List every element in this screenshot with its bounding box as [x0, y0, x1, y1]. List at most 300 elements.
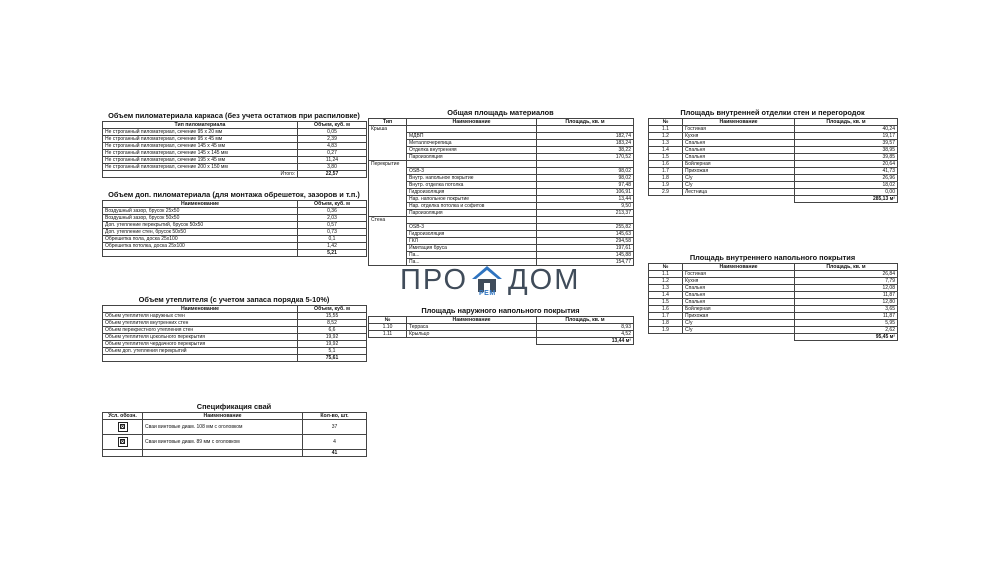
cell-value: 106,91	[537, 189, 634, 196]
total-value: 95,45 м²	[795, 334, 898, 341]
cell-value: 41,73	[795, 168, 898, 175]
total-spacer	[369, 338, 407, 345]
cell-value: 13,44	[537, 196, 634, 203]
frame-lumber-volume-block	[102, 111, 366, 178]
prodom-watermark-logo	[400, 262, 600, 304]
group-spacer	[369, 182, 407, 189]
column-header: Площадь, кв. м	[537, 119, 634, 126]
cell-value: 0,57	[298, 222, 367, 229]
table-row	[649, 140, 898, 147]
table-row	[649, 189, 898, 196]
cell-value: 2,39	[298, 136, 367, 143]
column-header: №	[649, 119, 683, 126]
table-row	[103, 222, 367, 229]
cell-number: 1.2	[649, 278, 683, 285]
table-row	[649, 313, 898, 320]
cell-name: OSB-3	[407, 168, 537, 175]
cell-name: Нар. напольное покрытие	[407, 196, 537, 203]
cell-symbol	[103, 420, 143, 435]
group-row	[369, 217, 634, 224]
total-label: Итого:	[103, 171, 298, 178]
cell-number: 1.4	[649, 147, 683, 154]
table-header-row	[103, 413, 367, 420]
table-header-row	[649, 119, 898, 126]
cell-name: Объем утеплителя наружных стен	[103, 313, 298, 320]
cell-name: Кухня	[683, 278, 795, 285]
cell-name: Не строганный пиломатериал, сечение 200 x 150 мм	[103, 164, 298, 171]
cell-value: 197,61	[537, 245, 634, 252]
cell-value: 98,02	[537, 168, 634, 175]
cell-value: 19,92	[298, 341, 367, 348]
outdoor-floor-area-block	[368, 306, 633, 345]
cell-name: Объем утеплителя цокольного перекрытия	[103, 334, 298, 341]
indoor-floor-area-block	[648, 253, 897, 341]
group-spacer	[369, 231, 407, 238]
cell-value: 19,17	[795, 133, 898, 140]
cell-value: 2,03	[298, 215, 367, 222]
piles-spec-table	[102, 412, 367, 457]
cell-value	[537, 126, 634, 133]
column-header: Тип пиломатериала	[103, 122, 298, 129]
cell-name: OSB-3	[407, 224, 537, 231]
table-row	[369, 196, 634, 203]
cell-name: Не строганный пиломатериал, сечение 145 x 45 мм	[103, 143, 298, 150]
total-value: 22,57	[298, 171, 367, 178]
group-spacer	[369, 252, 407, 259]
screw-pile-symbol-icon	[118, 437, 128, 447]
cell-number: 1.9	[649, 182, 683, 189]
table-row	[369, 189, 634, 196]
cell-number: 1.3	[649, 140, 683, 147]
insulation-title: Объем утеплителя (с учетом запаса порядка 5-10%)	[138, 295, 330, 304]
cell-name: Кухня	[683, 133, 795, 140]
cell-value: 6,6	[298, 327, 367, 334]
table-row	[649, 327, 898, 334]
cell-number: 1.1	[649, 271, 683, 278]
cell-name	[407, 217, 537, 224]
total-row	[649, 334, 898, 341]
table-row	[369, 245, 634, 252]
column-header: Наименование	[143, 413, 303, 420]
table-row	[649, 299, 898, 306]
cell-value: 19,92	[298, 334, 367, 341]
cell-value: 3,80	[298, 164, 367, 171]
cell-value: 39,57	[795, 140, 898, 147]
table-row	[649, 320, 898, 327]
group-spacer	[369, 147, 407, 154]
cell-name: ГКЛ	[407, 238, 537, 245]
cell-name: Объем утеплителя чердачного перекрытия	[103, 341, 298, 348]
cell-value: 39,85	[795, 154, 898, 161]
cell-name: С/у	[683, 327, 795, 334]
table-row	[649, 278, 898, 285]
total-value: 41	[303, 450, 367, 457]
cell-name: Сваи винтовые диам. 89 мм с оголовком	[143, 435, 303, 450]
cell-value: 38,95	[795, 147, 898, 154]
cell-name: Внутр. отделка потолка	[407, 182, 537, 189]
cell-value: 0,36	[298, 208, 367, 215]
total-value: 75,61	[298, 355, 367, 362]
cell-name: Гостиная	[683, 126, 795, 133]
table-row	[369, 238, 634, 245]
cell-value: 12,80	[795, 299, 898, 306]
cell-value: 0,73	[298, 229, 367, 236]
table-row	[369, 324, 634, 331]
cell-number: 1.2	[649, 133, 683, 140]
column-header: Наименование	[103, 306, 298, 313]
total-value: 5,21	[298, 250, 367, 257]
column-header: Объем, куб. м	[298, 306, 367, 313]
cell-name: Пароизоляция	[407, 210, 537, 217]
cell-value: 1,42	[298, 243, 367, 250]
cell-value: 26,84	[795, 271, 898, 278]
group-spacer	[369, 210, 407, 217]
table-row	[369, 224, 634, 231]
screw-pile-symbol-icon	[118, 422, 128, 432]
cell-value: 38,22	[537, 147, 634, 154]
cell-number: 1.3	[649, 285, 683, 292]
total-label	[103, 355, 298, 362]
table-row	[369, 203, 634, 210]
cell-value: 4,52	[537, 331, 634, 338]
indoor-floor-title: Площадь внутреннего напольного покрытия	[689, 253, 856, 262]
cell-name	[407, 126, 537, 133]
total-row	[369, 338, 634, 345]
table-row	[649, 285, 898, 292]
group-spacer	[369, 140, 407, 147]
column-header: Наименование	[683, 119, 795, 126]
table-row	[649, 292, 898, 299]
group-type: Стена	[369, 217, 407, 224]
group-spacer	[369, 203, 407, 210]
cell-name: Па...	[407, 259, 537, 266]
cell-number: 1.4	[649, 292, 683, 299]
group-spacer	[369, 224, 407, 231]
piles-spec-title: Спецификация свай	[196, 402, 272, 411]
cell-value: 11,24	[298, 157, 367, 164]
logo-subtext: РЕМ	[479, 290, 496, 297]
cell-value: 183,24	[537, 140, 634, 147]
column-header: Площадь, кв. м	[795, 119, 898, 126]
insulation-volume-block	[102, 295, 366, 362]
table-header-row	[369, 317, 634, 324]
cell-value: 0,00	[795, 189, 898, 196]
table-row	[103, 334, 367, 341]
table-row	[369, 154, 634, 161]
cell-number: 1.11	[369, 331, 407, 338]
cell-value: 37	[303, 420, 367, 435]
total-spacer	[103, 450, 143, 457]
cell-value: 4,83	[298, 143, 367, 150]
cell-value: 8,52	[298, 320, 367, 327]
table-row	[103, 150, 367, 157]
total-row	[103, 250, 367, 257]
total-label	[143, 450, 303, 457]
cell-value: 15,55	[298, 313, 367, 320]
cell-value: 98,02	[537, 175, 634, 182]
total-spacer	[649, 334, 683, 341]
cell-name: С/у	[683, 175, 795, 182]
group-spacer	[369, 245, 407, 252]
column-header: Наименование	[683, 264, 795, 271]
column-header: Объем, куб. м	[298, 122, 367, 129]
cell-value: 97,48	[537, 182, 634, 189]
cell-name: Объем утеплителя внутренних стен	[103, 320, 298, 327]
table-row	[103, 229, 367, 236]
table-header-row	[103, 306, 367, 313]
table-row	[103, 435, 367, 450]
cell-value: 18,02	[795, 182, 898, 189]
materials-area-title: Общая площадь материалов	[447, 108, 554, 117]
table-row	[369, 175, 634, 182]
cell-name: Не строганный пиломатериал, сечение 195 x 45 мм	[103, 157, 298, 164]
cell-name: Не строганный пиломатериал, сечение 95 x 45 мм	[103, 136, 298, 143]
total-row	[649, 196, 898, 203]
table-row	[369, 331, 634, 338]
column-header: Площадь, кв. м	[537, 317, 634, 324]
column-header: №	[649, 264, 683, 271]
table-row	[369, 133, 634, 140]
table-row	[649, 168, 898, 175]
table-row	[649, 126, 898, 133]
extra-lumber-table	[102, 200, 367, 257]
cell-value: 145,88	[537, 252, 634, 259]
cell-number: 1.7	[649, 313, 683, 320]
outdoor-floor-table	[368, 316, 634, 345]
table-row	[649, 306, 898, 313]
group-spacer	[369, 238, 407, 245]
cell-name: Гидроизоляция	[407, 231, 537, 238]
cell-name: Сваи винтовые диам. 108 мм с оголовком	[143, 420, 303, 435]
group-spacer	[369, 175, 407, 182]
frame-lumber-table	[102, 121, 367, 178]
cell-value: 2,62	[795, 327, 898, 334]
table-row	[103, 164, 367, 171]
cell-value: 0,27	[298, 150, 367, 157]
cell-number: 1.6	[649, 306, 683, 313]
cell-name: Прихожая	[683, 313, 795, 320]
column-header: №	[369, 317, 407, 324]
cell-name: Спальня	[683, 285, 795, 292]
group-spacer	[369, 154, 407, 161]
cell-name: Не строганный пиломатериал, сечение 95 x 20 мм	[103, 129, 298, 136]
cell-name: Пароизоляция	[407, 154, 537, 161]
group-spacer	[369, 189, 407, 196]
total-label	[683, 334, 795, 341]
total-row	[103, 355, 367, 362]
column-header: Наименование	[407, 317, 537, 324]
table-header-row	[103, 201, 367, 208]
piles-spec-block	[102, 402, 366, 457]
group-spacer	[369, 196, 407, 203]
table-row	[649, 147, 898, 154]
cell-value: 20,64	[795, 161, 898, 168]
cell-value: 8,93	[537, 324, 634, 331]
cell-value: 12,08	[795, 285, 898, 292]
cell-value: 0,1	[298, 236, 367, 243]
cell-name	[407, 161, 537, 168]
table-row	[103, 341, 367, 348]
cell-name: Обрешетка потолка, доска 25x100	[103, 243, 298, 250]
column-header: Кол-во, шт.	[303, 413, 367, 420]
table-row	[103, 243, 367, 250]
column-header: Объем, куб. м	[298, 201, 367, 208]
cell-value: 11,87	[795, 292, 898, 299]
cell-name: Крыльцо	[407, 331, 537, 338]
total-value: 285,13 м²	[795, 196, 898, 203]
extra-lumber-title: Объем доп. пиломатериала (для монтажа обрешеток, зазоров и т.п.)	[108, 190, 360, 199]
cell-name: МДВП	[407, 133, 537, 140]
total-row	[103, 171, 367, 178]
cell-name: Па...	[407, 252, 537, 259]
column-header: Наименование	[407, 119, 537, 126]
table-row	[103, 129, 367, 136]
cell-number: 2.9	[649, 189, 683, 196]
group-type: Крыша	[369, 126, 407, 133]
table-row	[103, 313, 367, 320]
table-row	[649, 175, 898, 182]
cell-number: 1.5	[649, 299, 683, 306]
extra-lumber-volume-block	[102, 190, 366, 257]
cell-symbol	[103, 435, 143, 450]
table-row	[369, 182, 634, 189]
cell-value: 3,65	[795, 306, 898, 313]
cell-number: 1.8	[649, 320, 683, 327]
cell-name: С/у	[683, 320, 795, 327]
logo-text-left: ПРО	[400, 264, 469, 296]
total-label	[683, 196, 795, 203]
total-spacer	[649, 196, 683, 203]
table-header-row	[649, 264, 898, 271]
column-header: Усл. обозн.	[103, 413, 143, 420]
cell-name: Внутр. напольное покрытие	[407, 175, 537, 182]
table-row	[369, 147, 634, 154]
cell-value: 170,52	[537, 154, 634, 161]
cell-name: Терраса	[407, 324, 537, 331]
table-row	[103, 420, 367, 435]
cell-name: Не строганный пиломатериал, сечение 145 x 145 мм	[103, 150, 298, 157]
group-row	[369, 126, 634, 133]
cell-value: 182,74	[537, 133, 634, 140]
table-row	[103, 327, 367, 334]
total-label	[407, 338, 537, 345]
cell-value: 5,1	[298, 348, 367, 355]
wall-finish-table	[648, 118, 898, 203]
cell-name: Воздушный зазор, брусок 50x50	[103, 215, 298, 222]
column-header: Площадь, кв. м	[795, 264, 898, 271]
total-row	[103, 450, 367, 457]
cell-name: Бойлерная	[683, 161, 795, 168]
cell-value: 26,96	[795, 175, 898, 182]
cell-name: Лестница	[683, 189, 795, 196]
cell-name: Бойлерная	[683, 306, 795, 313]
cell-name: С/у	[683, 182, 795, 189]
materials-area-block	[368, 108, 633, 266]
indoor-floor-table	[648, 263, 898, 341]
cell-name: Доп. утепление перекрытий, брусок 50x50	[103, 222, 298, 229]
cell-value: 9,50	[537, 203, 634, 210]
table-row	[103, 157, 367, 164]
table-row	[103, 236, 367, 243]
table-header-row	[369, 119, 634, 126]
cell-name: Обрешетка пола, доска 25x100	[103, 236, 298, 243]
cell-name: Отделка внутренняя	[407, 147, 537, 154]
cell-name: Гостиная	[683, 271, 795, 278]
cell-name: Спальня	[683, 147, 795, 154]
cell-value: 4	[303, 435, 367, 450]
cell-value: 7,79	[795, 278, 898, 285]
table-row	[649, 154, 898, 161]
cell-value: 154,77	[537, 259, 634, 266]
cell-name: Нар. отделка потолка и софитов	[407, 203, 537, 210]
table-row	[369, 210, 634, 217]
cell-value: 5,95	[795, 320, 898, 327]
insulation-table	[102, 305, 367, 362]
cell-name: Спальня	[683, 154, 795, 161]
wall-finish-title: Площадь внутренней отделки стен и перегородок	[680, 108, 865, 117]
cell-value: 255,82	[537, 224, 634, 231]
cell-value	[537, 161, 634, 168]
table-row	[103, 208, 367, 215]
table-row	[103, 136, 367, 143]
cell-value: 213,37	[537, 210, 634, 217]
table-header-row	[103, 122, 367, 129]
cell-value: 145,63	[537, 231, 634, 238]
cell-number: 1.10	[369, 324, 407, 331]
cell-name: Прихожая	[683, 168, 795, 175]
logo-text-right: ДОМ	[508, 264, 581, 296]
table-row	[649, 182, 898, 189]
cell-name: Объем доп. утепления перекрытий	[103, 348, 298, 355]
group-spacer	[369, 168, 407, 175]
group-row	[369, 161, 634, 168]
cell-name: Спальня	[683, 299, 795, 306]
table-row	[369, 140, 634, 147]
table-row	[649, 161, 898, 168]
cell-number: 1.7	[649, 168, 683, 175]
frame-lumber-title: Объем пиломатериала каркаса (без учета остатков при распиловке)	[108, 111, 360, 120]
wall-finish-area-block	[648, 108, 897, 203]
group-type: Перекрытие	[369, 161, 407, 168]
cell-value: 40,24	[795, 126, 898, 133]
table-row	[649, 271, 898, 278]
column-header: Наименование	[103, 201, 298, 208]
cell-name: Спальня	[683, 292, 795, 299]
group-spacer	[369, 133, 407, 140]
column-header: Тип	[369, 119, 407, 126]
total-value: 13,44 м²	[537, 338, 634, 345]
table-row	[369, 231, 634, 238]
table-row	[369, 168, 634, 175]
cell-name: Гидроизоляция	[407, 189, 537, 196]
table-row	[369, 252, 634, 259]
cell-value	[537, 217, 634, 224]
cell-value: 11,87	[795, 313, 898, 320]
outdoor-floor-title: Площадь наружного напольного покрытия	[421, 306, 580, 315]
cell-name: Имитация бруса	[407, 245, 537, 252]
cell-number: 1.9	[649, 327, 683, 334]
cell-value: 0,05	[298, 129, 367, 136]
cell-value: 294,58	[537, 238, 634, 245]
table-row	[649, 133, 898, 140]
cell-name: Объем перекрестного утепления стен	[103, 327, 298, 334]
cell-number: 1.1	[649, 126, 683, 133]
materials-area-table	[368, 118, 634, 266]
table-row	[103, 143, 367, 150]
cell-name: Металлочерепица	[407, 140, 537, 147]
total-label	[103, 250, 298, 257]
table-row	[103, 348, 367, 355]
